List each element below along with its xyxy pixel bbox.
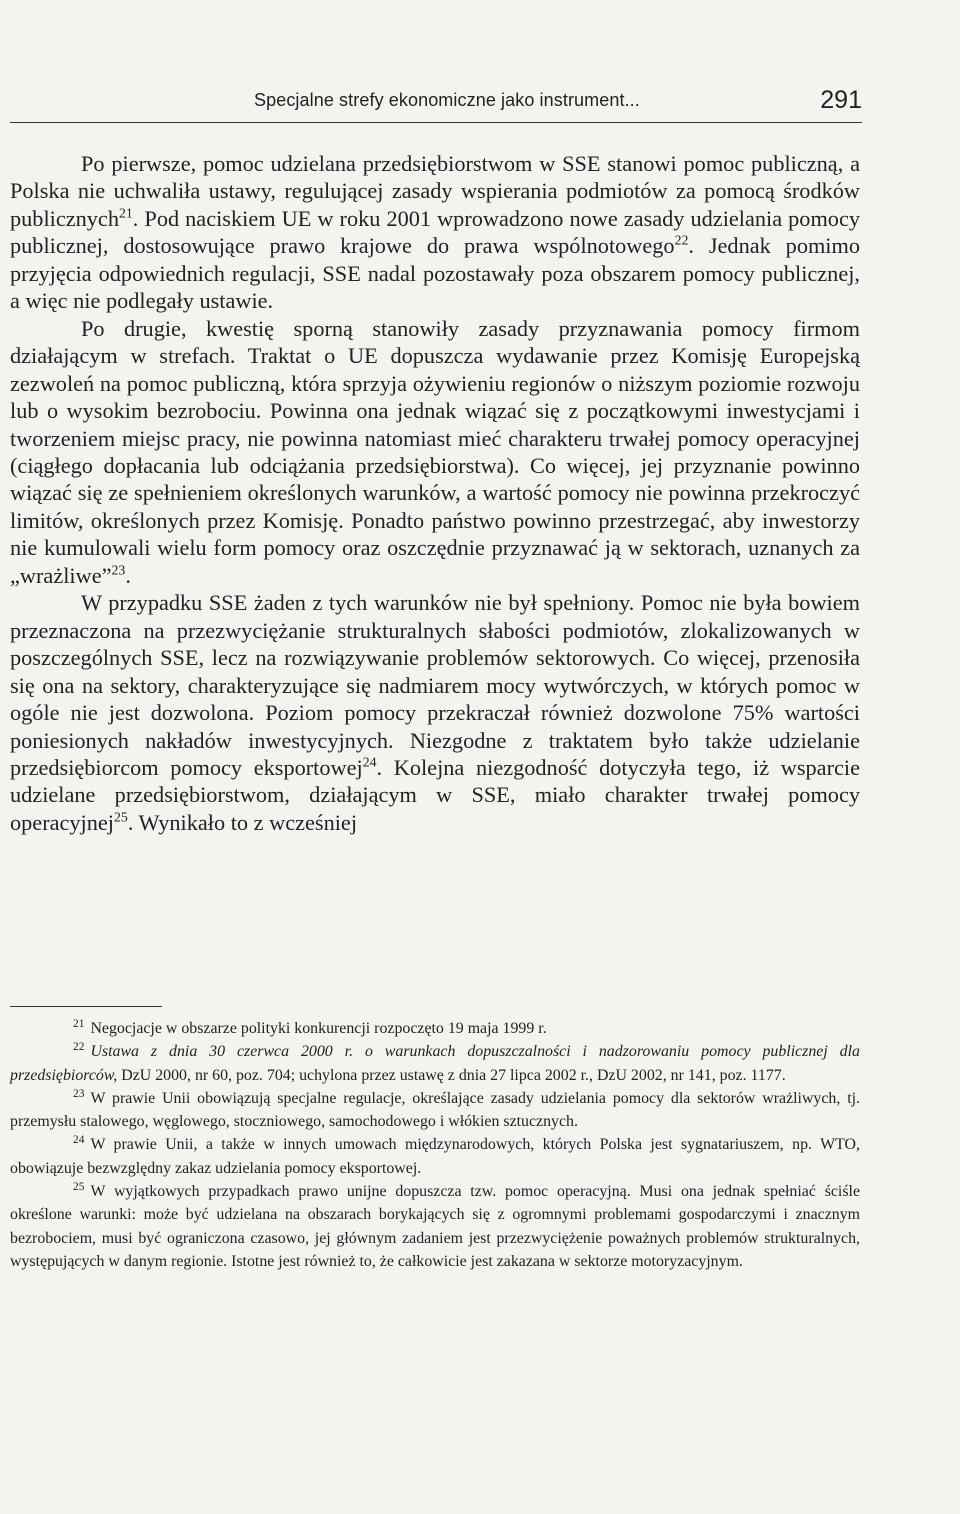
footnote-number: 23 <box>73 1087 85 1100</box>
footnotes <box>10 1017 860 1273</box>
footnote-ref-25: 25 <box>114 809 128 825</box>
footnote-22 <box>10 1040 860 1087</box>
body-text <box>10 150 860 836</box>
footnote-ref-22: 22 <box>674 232 689 248</box>
paragraph-2-text-a: Po drugie, kwestię sporną stanowiły zasady przyznawania pomocy firmom działającym w strefach. Traktat o UE dopuszcza wydawanie przez Komisję Europejską zezwoleń na pomoc publiczną, która sprzyja ożywieniu regionów o niższym poziomie rozwoju lub o wysokim bezrobociu. Powinna ona jednak wiązać się z początkowymi inwestycjami i tworzeniem miejsc pracy, nie powinna natomiast mieć charakteru trwałej pomocy operacyjnej (ciągłego dopłacania lub odciążania przedsiębiorstwa). Co więcej, jej przyznanie powinno wiązać się ze spełnieniem określonych warunków, a wartość pomocy nie powinna przekroczyć limitów, określonych przez Komisję. Ponadto państwo powinno przestrzegać, aby inwestorzy nie kumulowali wielu form pomocy oraz oszczędnie przyznawać ją w sektorach, uznanych za „wrażliwe” <box>10 315 860 588</box>
footnote-number: 25 <box>73 1180 85 1193</box>
paragraph-3-text-c: . Wynikało to z wcześniej <box>127 809 358 835</box>
footnote-23 <box>10 1087 860 1134</box>
footnote-ref-21: 21 <box>118 205 133 221</box>
paragraph-1-text-a: Po pierwsze, pomoc udzielana przedsiębiorstwom w SSE stanowi pomoc publiczną, a Polska nie uchwaliła ustawy, regulującej zasady wspierania podmiotów za pomocą środków publicznych <box>10 151 860 231</box>
paragraph-3-text-b: . Kolejna niezgodność dotyczyła tego, iż wsparcie udzielane przedsiębiorstwom, działającym w SSE, miało charakter trwałej pomocy operacyjnej <box>10 754 860 835</box>
footnote-21 <box>10 1017 860 1040</box>
footnote-text: W prawie Unii obowiązują specjalne regulacje, określające zasady udzielania pomocy dla sektorów wrażliwych, tj. przemysłu stalowego, węglowego, stoczniowego, samochodowego i włókien sztucznych. <box>10 1089 860 1131</box>
footnote-number: 22 <box>73 1041 85 1053</box>
footnote-24 <box>10 1133 860 1180</box>
footnote-ref-23: 23 <box>111 562 126 578</box>
paragraph-2 <box>10 315 860 590</box>
footnote-number: 24 <box>73 1134 85 1147</box>
footnote-divider <box>10 1006 162 1007</box>
paragraph-1-text-c: . Jednak pomimo przyjęcia odpowiednich regulacji, SSE nadal pozostawały poza obszarem pomocy publicznej, a więc nie podlegały ustawie. <box>10 233 860 314</box>
footnote-text: W prawie Unii, a także w innych umowach międzynarodowych, których Polska jest sygnatariuszem, np. WTO, obowiązuje bezwzględny zakaz udzielania pomocy eksportowej. <box>10 1136 860 1177</box>
footnote-25 <box>10 1180 860 1273</box>
footnote-number: 21 <box>73 1017 85 1030</box>
footnote-text: W wyjątkowych przypadkach prawo unijne dopuszcza tzw. pomoc operacyjną. Musi ona jednak spełniać ściśle określone warunki: może być udzielana na obszarach borykających się z ogromnymi problemami gospodarczymi i znacznym bezrobociem, musi być ograniczona czasowo, jej głównym zadaniem jest przezwyciężenie poważnych problemów strukturalnych, występujących w danym regionie. Istotne jest również to, że całkowicie jest zakazana w sektorze motoryzacyjnym. <box>10 1183 860 1270</box>
running-header <box>10 86 862 123</box>
footnote-ref-24: 24 <box>362 754 377 770</box>
running-title: Specjalne strefy ekonomiczne jako instrument... <box>254 90 640 110</box>
footnote-text: Negocjacje w obszarze polityki konkurencji rozpoczęto 19 maja 1999 r. <box>90 1020 547 1037</box>
paragraph-1 <box>10 150 860 315</box>
page-number: 291 <box>820 86 862 114</box>
paragraph-2-text-b: . <box>125 562 131 588</box>
paragraph-3 <box>10 589 860 836</box>
footnote-text: DzU 2000, nr 60, poz. 704; uchylona przez ustawę z dnia 27 lipca 2002 r., DzU 2002, nr 141, poz. 1177. <box>117 1066 786 1084</box>
paragraph-1-text-b: . Pod naciskiem UE w roku 2001 wprowadzono nowe zasady udzielania pomocy publicznej, dostosowujące prawo krajowe do prawa wspólnotowego <box>10 205 860 259</box>
footnote-italic-title: Ustawa z dnia 30 czerwca 2000 r. o warunkach dopuszczalności i nadzorowaniu pomocy publicznej dla przedsiębiorców, <box>10 1043 860 1084</box>
paragraph-3-text-a: W przypadku SSE żaden z tych warunków nie był spełniony. Pomoc nie była bowiem przeznaczona na przezwyciężanie strukturalnych słabości podmiotów, zlokalizowanych w poszczególnych SSE, lecz na rozwiązywanie problemów sektorowych. Co więcej, przenosiła się ona na sektory, charakteryzujące się nadmiarem mocy wytwórczych, w których pomoc w ogóle nie jest dozwolona. Poziom pomocy przekraczał również dozwolone 75% wartości poniesionych nakładów inwestycyjnych. Niezgodne z traktatem było także udzielanie przedsiębiorcom pomocy eksportowej <box>10 590 860 780</box>
